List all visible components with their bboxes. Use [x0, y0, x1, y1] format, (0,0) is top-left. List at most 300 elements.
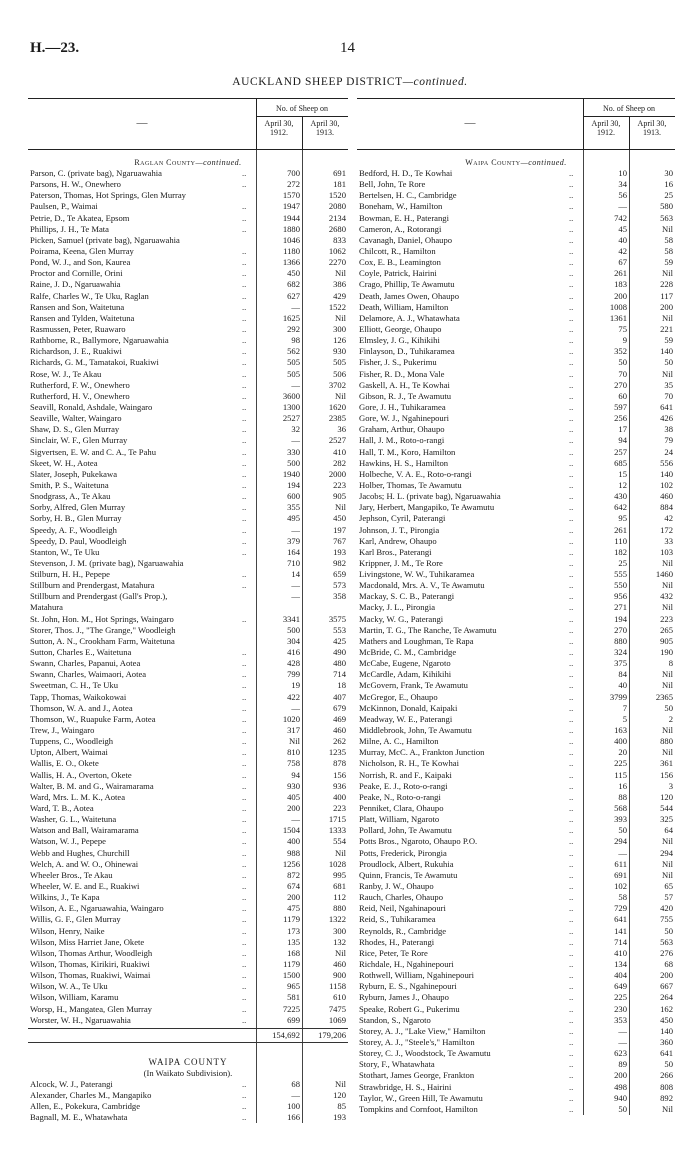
sheep-1912: 58: [618, 892, 627, 903]
owner-name: Storey, A. J., "Lake View," Hamilton: [359, 1025, 486, 1036]
table-row: [28, 402, 348, 413]
sheep-1913: 420: [660, 903, 673, 914]
leader-dots: ..: [569, 468, 574, 479]
leader-dots: ..: [242, 535, 247, 546]
sheep-1913: 2000: [328, 468, 346, 479]
sheep-1912: 56: [618, 190, 627, 201]
sheep-1913: 544: [660, 803, 673, 814]
owner-name: Gibson, R. J., Te Awamutu: [359, 390, 452, 401]
leader-dots: ..: [569, 491, 574, 502]
sheep-1912: 674: [287, 881, 300, 891]
sheep-1912: 428: [287, 658, 300, 669]
table-row: [357, 380, 675, 391]
leader-dots: ..: [569, 680, 574, 691]
table-row: [28, 814, 348, 825]
owner-name: Sorby, H. B., Glen Murray: [30, 513, 122, 524]
right-column: [357, 98, 675, 1115]
leader-dots: ..: [242, 457, 247, 468]
sheep-1913: 35: [664, 379, 673, 390]
table-row: [357, 402, 675, 413]
owner-name: Tompkins and Cornfoot, Hamilton: [359, 1103, 478, 1114]
total-row: [28, 1028, 348, 1043]
table-row: [28, 636, 348, 647]
sheep-1912: 1179: [283, 958, 300, 969]
leader-dots: ..: [569, 457, 574, 468]
sheep-1913: 18: [337, 680, 346, 691]
leader-dots: ..: [242, 847, 247, 858]
sheep-1912: 270: [614, 624, 627, 635]
sheep-1913: 1460: [655, 569, 673, 580]
table-row: [357, 736, 675, 747]
sheep-1913: 282: [333, 457, 346, 468]
owner-name: Peake, N., Roto-o-rangi: [359, 791, 441, 802]
owner-name: Bell, John, Te Rore: [359, 179, 426, 190]
owner-name: Skeet, W. H., Aotea: [30, 457, 98, 468]
owner-name: McGregor, E., Ohaupo: [359, 691, 438, 702]
table-row: [357, 291, 675, 302]
left-column-header: [28, 99, 348, 150]
owner-name: Nicholson, R. H., Te Kowhai: [359, 758, 459, 769]
leader-dots: ..: [569, 1014, 574, 1025]
leader-dots: ..: [242, 702, 247, 713]
table-row: [28, 201, 348, 212]
owner-name: Bertelsen, H. C., Cambridge: [359, 190, 457, 201]
owner-name: Krippner, J. M., Te Rore: [359, 557, 443, 568]
owner-name: Reynolds, R., Cambridge: [359, 925, 447, 936]
owner-name: Gore, J. H., Tuhikaramea: [359, 401, 446, 412]
table-row: [28, 992, 348, 1003]
table-row: [357, 346, 675, 357]
owner-name: Ralfe, Charles W., Te Uku, Raglan: [30, 290, 149, 301]
leader-dots: ..: [569, 635, 574, 646]
table-row: [357, 758, 675, 769]
table-row: [357, 803, 675, 814]
sheep-1913: Nil: [335, 268, 346, 279]
owner-name: Stillburn and Prendergast (Gall's Prop.),: [30, 591, 168, 602]
leader-dots: ..: [242, 479, 247, 490]
leader-dots: ..: [569, 903, 574, 914]
owner-name: Coyle, Patrick, Hairini: [359, 268, 437, 279]
owner-name: Mathers and Loughman, Te Rapa: [359, 635, 474, 646]
sheep-1913: 223: [333, 803, 346, 814]
sheep-1913: 2080: [328, 201, 346, 212]
sheep-1913: 460: [333, 958, 346, 969]
leader-dots: ..: [569, 413, 574, 424]
table-row: [28, 391, 348, 402]
leader-dots: ..: [242, 803, 247, 814]
leader-dots: ..: [242, 613, 247, 624]
table-row: [357, 424, 675, 435]
leader-dots: ..: [242, 502, 247, 513]
sheep-1912: 19: [291, 680, 300, 691]
sheep-1912: 505: [287, 357, 300, 368]
owner-name: Ranby, J. W., Ohaupo: [359, 881, 434, 891]
sheep-1913: 982: [333, 557, 346, 568]
leader-dots: ..: [242, 791, 247, 802]
sheep-1912: 182: [614, 546, 627, 557]
leader-dots: ..: [569, 1092, 574, 1103]
sheep-1913: 667: [660, 981, 673, 992]
owner-name: Thomson, W. A. and J., Aotea: [30, 702, 133, 713]
leader-dots: ..: [242, 881, 247, 891]
leader-dots: ..: [569, 357, 574, 368]
sheep-1913: 554: [333, 836, 346, 847]
sheep-1912: 498: [614, 1081, 627, 1092]
sheep-1913: 1520: [328, 190, 346, 201]
sheep-1912: 40: [618, 680, 627, 691]
table-row: [28, 914, 348, 925]
sheep-1912: 500: [287, 457, 300, 468]
sheep-1913: 563: [660, 212, 673, 223]
owner-name: Rutherford, H. V., Onewhero: [30, 390, 130, 401]
owner-name: Pond, W. J., and Son, Kaurea: [30, 257, 131, 268]
owner-name: Richardson, J. E., Ruakiwi: [30, 346, 122, 357]
sheep-1912: 330: [287, 446, 300, 457]
sheep-1912: 623: [614, 1048, 627, 1059]
leader-dots: ..: [242, 279, 247, 290]
owner-name: McKinnon, Donald, Kaipaki: [359, 702, 458, 713]
table-row: [357, 547, 675, 558]
leader-dots: ..: [569, 881, 574, 891]
sheep-1913: Nil: [662, 557, 673, 568]
leader-dots: ..: [569, 524, 574, 535]
sheep-1912: 173: [287, 925, 300, 936]
table-row: [357, 636, 675, 647]
sheep-1912: 422: [287, 691, 300, 702]
leader-dots: ..: [569, 769, 574, 780]
leader-dots: ..: [242, 513, 247, 524]
table-row: [357, 335, 675, 346]
leader-dots: ..: [242, 435, 247, 446]
owner-name: Jacobs; H. L. (private bag), Ngaruawahia: [359, 491, 501, 502]
sheep-1913: 2134: [328, 212, 346, 223]
leader-dots: ..: [569, 435, 574, 446]
sheep-1912: 1256: [282, 858, 300, 869]
table-row: [28, 413, 348, 424]
sheep-1913: 2365: [655, 691, 673, 702]
table-row: [357, 781, 675, 792]
table-row: [357, 825, 675, 836]
table-row: [28, 246, 348, 257]
owner-name: Finlayson, D., Tuhikaramea: [359, 346, 455, 357]
leader-dots: ..: [569, 569, 574, 580]
sheep-1913: 25: [664, 190, 673, 201]
owner-name: Karl Bros., Paterangi: [359, 546, 432, 557]
table-row: [28, 536, 348, 547]
owner-name: Sutton, A. N., Crookham Farm, Waitetuna: [30, 635, 175, 646]
owner-name: Richards, G. M., Tamatakoi, Ruakiwi: [30, 357, 159, 368]
sheep-1913: 7475: [328, 1003, 346, 1014]
sheep-1913: 58: [664, 234, 673, 245]
owner-name: Wallis, E. O., Okete: [30, 758, 99, 769]
sheep-1912: 940: [614, 1092, 627, 1103]
table-row: [357, 591, 675, 602]
table-row: [28, 725, 348, 736]
sheep-1912: 880: [614, 635, 627, 646]
sheep-1913: 679: [333, 702, 346, 713]
sheep-1912: 32: [291, 424, 300, 435]
table-row: [357, 926, 675, 937]
leader-dots: ..: [242, 680, 247, 691]
owner-name: McCardle, Adam, Kihikihi: [359, 669, 452, 680]
sheep-1912: 353: [614, 1014, 627, 1025]
owner-name: Wilson, Thomas Arthur, Woodleigh: [30, 947, 153, 958]
table-row: [357, 602, 675, 613]
sheep-1913: Nil: [662, 223, 673, 234]
leader-dots: ..: [569, 546, 574, 557]
sheep-on-header: No. of Sheep on: [256, 102, 348, 117]
leader-dots: ..: [569, 1081, 574, 1092]
sheep-1912: 416: [287, 647, 300, 658]
leader-dots: ..: [242, 947, 247, 958]
leader-dots: ..: [569, 1003, 574, 1014]
table-row: [28, 692, 348, 703]
table-row: [357, 502, 675, 513]
table-row: [28, 469, 348, 480]
table-row: [357, 1037, 675, 1048]
leader-dots: ..: [569, 803, 574, 814]
sheep-1913: 358: [333, 591, 346, 602]
leader-dots: ..: [569, 179, 574, 190]
owner-name: Wilson, W. A., Te Uku: [30, 981, 108, 992]
table-row: [357, 1082, 675, 1093]
sheep-1913: 265: [660, 624, 673, 635]
owner-name: Pollard, John, Te Awamutu: [359, 825, 452, 836]
table-row: [28, 424, 348, 435]
sheep-1913: 884: [660, 502, 673, 513]
owner-name: Holber, Thomas, Te Awamutu: [359, 479, 462, 490]
leader-dots: ..: [569, 268, 574, 279]
sheep-1912: 42: [618, 245, 627, 256]
table-row: [357, 391, 675, 402]
owner-name: Storer, Thos. J., "The Grange," Woodleigh: [30, 624, 176, 635]
leader-dots: ..: [242, 390, 247, 401]
table-row: [28, 781, 348, 792]
owner-name: Sigvertsen, E. W. and C. A., Te Pahu: [30, 446, 156, 457]
table-row: [357, 692, 675, 703]
table-row: [28, 658, 348, 669]
owner-name: Stevenson, J. M. (private bag), Ngaruawahia: [30, 557, 184, 568]
sheep-1912: 261: [614, 268, 627, 279]
owner-name: Upton, Albert, Waimai: [30, 747, 108, 758]
table-row: [28, 1079, 348, 1090]
sheep-1912: 141: [614, 925, 627, 936]
sheep-1913: 580: [660, 201, 673, 212]
sheep-1912: 3799: [609, 691, 627, 702]
owner-name: McBride, C. M., Cambridge: [359, 647, 457, 658]
table-row: [28, 614, 348, 625]
sheep-1912: —: [291, 702, 300, 713]
leader-dots: ..: [569, 535, 574, 546]
sheep-1912: 1504: [282, 825, 300, 836]
leader-dots: ..: [569, 825, 574, 836]
sheep-1912: 649: [614, 981, 627, 992]
table-row: [357, 614, 675, 625]
owner-name: Cox, E. B., Leamington: [359, 257, 441, 268]
sheep-1912: 1880: [282, 223, 300, 234]
sheep-1913: 58: [664, 245, 673, 256]
leader-dots: ..: [242, 869, 247, 880]
owner-name: Willis, G. F., Glen Murray: [30, 914, 121, 925]
leader-dots: ..: [569, 814, 574, 825]
table-row: [357, 213, 675, 224]
owner-name: Alexander, Charles M., Mangapiko: [30, 1089, 152, 1100]
leader-dots: ..: [242, 925, 247, 936]
owner-name: Stothart, James George, Frankton: [359, 1070, 475, 1081]
sheep-1913: 610: [333, 992, 346, 1003]
owner-name: Gaskell, A. H., Te Kowhai: [359, 379, 450, 390]
table-row: [357, 647, 675, 658]
leader-dots: ..: [242, 992, 247, 1003]
table-row: [357, 224, 675, 235]
sheep-1913: 3702: [328, 379, 346, 390]
sheep-1912: 17: [618, 424, 627, 435]
owner-name: Norrish, R. and F., Kaipaki: [359, 769, 452, 780]
sheep-1913: 120: [660, 791, 673, 802]
leader-dots: ..: [242, 223, 247, 234]
owner-name: Proudlock, Albert, Rukuhia: [359, 858, 454, 869]
sheep-1913: 1028: [328, 858, 346, 869]
owner-name: Thomson, W., Ruapuke Farm, Aotea: [30, 713, 156, 724]
owner-name: Hall, T. M., Koro, Hamilton: [359, 446, 456, 457]
leader-dots: ..: [569, 201, 574, 212]
leader-dots: ..: [569, 168, 574, 178]
sheep-1913: 767: [333, 535, 346, 546]
sheep-1912: 1940: [282, 468, 300, 479]
table-row: [28, 792, 348, 803]
sheep-1913: 3575: [328, 613, 346, 624]
sheep-1913: 112: [333, 892, 346, 903]
owner-name: Ransen and Son, Waitetuna: [30, 301, 125, 312]
sheep-1913: 223: [660, 613, 673, 624]
table-row: [357, 190, 675, 201]
owner-name: Ward, Mrs. L. M. K., Aotea: [30, 791, 126, 802]
leader-dots: ..: [569, 346, 574, 357]
sheep-1912: 1570: [282, 190, 300, 201]
sheep-1912: 691: [614, 869, 627, 880]
table-row: [357, 569, 675, 580]
leader-dots: ..: [569, 925, 574, 936]
table-row: [357, 848, 675, 859]
leader-dots: ..: [569, 1025, 574, 1036]
sheep-1913: 429: [333, 290, 346, 301]
sheep-1912: 988: [287, 847, 300, 858]
leader-dots: ..: [242, 936, 247, 947]
sheep-1913: 264: [660, 992, 673, 1003]
sheep-1913: 172: [660, 524, 673, 535]
owner-name: Bowman, E. H., Paterangi: [359, 212, 449, 223]
sheep-1912: 89: [618, 1059, 627, 1070]
sheep-1912: 1179: [283, 914, 300, 925]
sheep-1913: 1522: [328, 301, 346, 312]
page-title-main: AUCKLAND SHEEP DISTRICT: [232, 76, 403, 88]
leader-dots: ..: [242, 290, 247, 301]
table-row: [357, 513, 675, 524]
sheep-1912: 627: [287, 290, 300, 301]
sheep-1913: Nil: [335, 312, 346, 323]
owner-name: Sutton, Charles E., Waitetuna: [30, 647, 132, 658]
sheep-1912: 375: [614, 658, 627, 669]
sheep-1913: 221: [660, 323, 673, 334]
sheep-1913: 156: [660, 769, 673, 780]
table-row: [357, 814, 675, 825]
sheep-1912: 168: [287, 947, 300, 958]
sheep-1912: 729: [614, 903, 627, 914]
sheep-1912: 742: [614, 212, 627, 223]
sheep-1913: 755: [660, 914, 673, 925]
leader-dots: ..: [569, 613, 574, 624]
leader-dots: ..: [569, 335, 574, 346]
sheep-1913: 300: [333, 323, 346, 334]
sheep-1913: 426: [660, 413, 673, 424]
table-row: [28, 235, 348, 246]
sheep-1912: 75: [618, 323, 627, 334]
sheep-1913: 117: [660, 290, 673, 301]
sheep-1912: 257: [614, 446, 627, 457]
leader-dots: ..: [569, 323, 574, 334]
sheep-1912: 550: [614, 580, 627, 591]
owner-name: Platt, William, Ngaroto: [359, 814, 440, 825]
left-column: [28, 98, 348, 1123]
leader-dots: ..: [569, 624, 574, 635]
sheep-1912: 7225: [282, 1003, 300, 1014]
table-row: [357, 680, 675, 691]
leader-dots: ..: [242, 312, 247, 323]
owner-name: Alcock, W. J., Paterangi: [30, 1078, 113, 1089]
table-row: [357, 836, 675, 847]
owner-name: Cavanagh, Daniel, Ohaupo: [359, 234, 453, 245]
sheep-1913: 59: [664, 335, 673, 346]
table-row: [28, 268, 348, 279]
owner-name: Peake, E. J., Roto-o-rangi: [359, 780, 448, 791]
sheep-1913: 563: [660, 936, 673, 947]
table-row: [28, 848, 348, 859]
sheep-1913: 506: [333, 368, 346, 379]
sheep-1913: 300: [333, 925, 346, 936]
owner-name: Middlebrook, John, Te Awamutu: [359, 725, 472, 736]
leader-dots: ..: [242, 368, 247, 379]
sheep-1912: 597: [614, 401, 627, 412]
year-1912-header: April 30, 1912.: [591, 119, 621, 137]
sheep-1912: 100: [287, 1101, 300, 1112]
owner-name: Matahura: [30, 602, 63, 613]
sheep-1912: 194: [614, 613, 627, 624]
table-row: [357, 268, 675, 279]
sheep-1913: 490: [333, 647, 346, 658]
owner-name: Tapp, Thomas, Waikokowai: [30, 691, 127, 702]
sheep-1913: Nil: [662, 869, 673, 880]
table-row: [28, 714, 348, 725]
table-row: [28, 168, 348, 179]
table-row: [28, 569, 348, 580]
sheep-1913: 641: [660, 1048, 673, 1059]
sheep-1913: 641: [660, 401, 673, 412]
sheep-1913: 38: [664, 424, 673, 435]
sheep-1912: 225: [614, 758, 627, 769]
leader-dots: ..: [569, 791, 574, 802]
table-row: [357, 625, 675, 636]
sheep-1912: 7: [622, 702, 627, 713]
leader-dots: ..: [242, 814, 247, 825]
sheep-1912: 1500: [282, 970, 300, 981]
left-rows: [28, 150, 348, 1123]
owner-name: Cameron, A., Rotorangi: [359, 223, 442, 234]
table-row: [28, 758, 348, 769]
sheep-1913: 878: [333, 758, 346, 769]
owner-name: Shaw, D. S., Glen Murray: [30, 424, 120, 435]
table-row: [357, 1048, 675, 1059]
sheep-1913: 407: [333, 691, 346, 702]
